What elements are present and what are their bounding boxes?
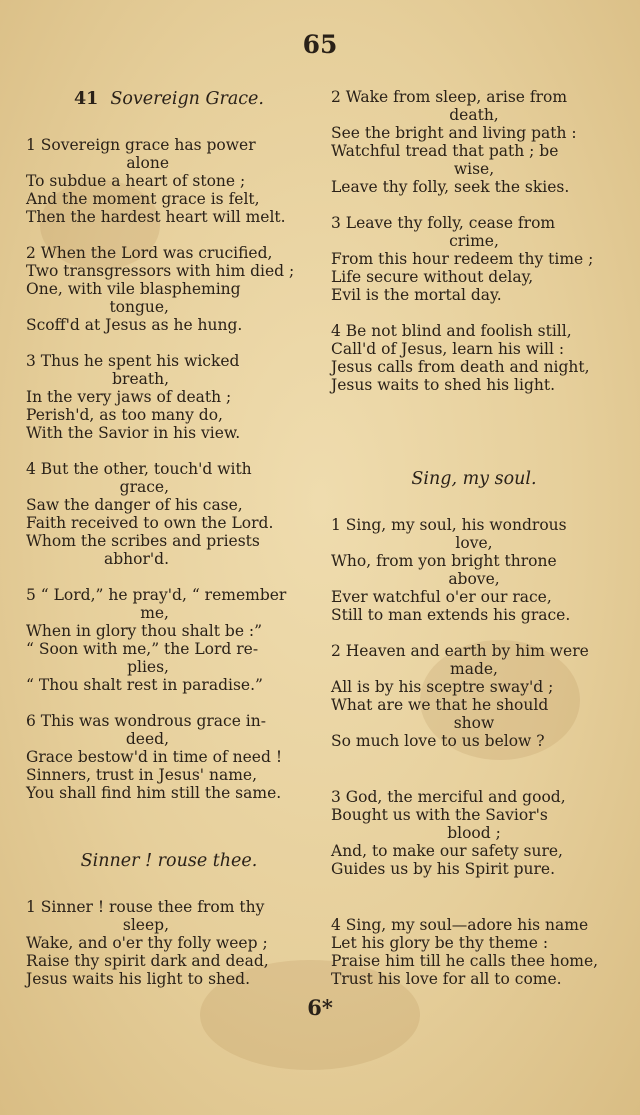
verse-line: Whom the scribes and priests [26, 532, 260, 550]
verse-line: With the Savior in his view. [26, 424, 241, 442]
verse-line: alone [126, 154, 169, 172]
hymn-title [26, 850, 312, 872]
verse-line: Ever watchful o'er our race, [331, 588, 552, 606]
verse-line: Jesus waits to shed his light. [331, 376, 556, 394]
verse-line: 2 When the Lord was crucified, [26, 244, 273, 262]
stanza [26, 712, 312, 802]
verse-line: Raise thy spirit dark and dead, [26, 952, 269, 970]
verse-line: Jesus waits his light to shed. [26, 970, 251, 988]
verse-line: Saw the danger of his case, [26, 496, 243, 514]
verse-line: When in glory thou shalt be :” [26, 622, 263, 640]
verse-line: Trust his love for all to come. [331, 970, 562, 988]
verse-line: me, [140, 604, 169, 622]
verse-line: 4 Be not blind and foolish still, [331, 322, 572, 340]
verse-line: You shall find him still the same. [26, 784, 282, 802]
verse-line: Still to man extends his grace. [331, 606, 571, 624]
hymn-title [331, 468, 617, 490]
stanza [331, 214, 617, 304]
verse-line: Jesus calls from death and night, [331, 358, 590, 376]
verse-line: 2 Wake from sleep, arise from [331, 88, 568, 106]
verse-line: One, with vile blaspheming [26, 280, 241, 298]
verse-line: Praise him till he calls thee home, [331, 952, 599, 970]
stanza [26, 136, 312, 226]
verse-line: 3 Thus he spent his wicked [26, 352, 240, 370]
verse-line: 1 Sinner ! rouse thee from thy [26, 898, 265, 916]
verse-line: Leave thy folly, seek the skies. [331, 178, 570, 196]
verse-line: Call'd of Jesus, learn his will : [331, 340, 565, 358]
verse-line: grace, [119, 478, 169, 496]
verse-line: 4 But the other, touch'd with [26, 460, 252, 478]
verse-line: 3 God, the merciful and good, [331, 788, 566, 806]
verse-line: death, [449, 106, 499, 124]
verse-line: Evil is the mortal day. [331, 286, 502, 304]
signature-mark: 6* [307, 995, 333, 1020]
verse-line: Then the hardest heart will melt. [26, 208, 286, 226]
verse-line: 6 This was wondrous grace in- [26, 712, 266, 730]
hymn-title-text: Sinner ! rouse thee. [80, 851, 258, 871]
verse-line: wise, [453, 160, 495, 178]
stanza [26, 244, 312, 334]
verse-line: deed, [125, 730, 169, 748]
verse-line: Watchful tread that path ; be [331, 142, 559, 160]
verse-line: Bought us with the Savior's [331, 806, 548, 824]
verse-line: Scoff'd at Jesus as he hung. [26, 316, 243, 334]
verse-line: made, [450, 660, 498, 678]
verse-line: “ Soon with me,” the Lord re- [26, 640, 259, 658]
stanza [331, 788, 617, 878]
hymn-title [26, 88, 312, 110]
verse-line: Sinners, trust in Jesus' name, [26, 766, 258, 784]
verse-line: And, to make our safety sure, [331, 842, 563, 860]
stanza [26, 460, 312, 568]
verse-line: 2 Heaven and earth by him were [331, 642, 589, 660]
verse-line: love, [455, 534, 493, 552]
verse-line: Who, from yon bright throne [331, 552, 557, 570]
verse-line: “ Thou shalt rest in paradise.” [26, 676, 263, 694]
verse-line: Wake, and o'er thy folly weep ; [26, 934, 268, 952]
verse-line: Grace bestow'd in time of need ! [26, 748, 283, 766]
verse-line: In the very jaws of death ; [26, 388, 232, 406]
left-column [26, 88, 312, 1006]
hymn-number: 41 [74, 89, 99, 109]
verse-line: Perish'd, as too many do, [26, 406, 223, 424]
verse-line: To subdue a heart of stone ; [26, 172, 246, 190]
verse-line: 3 Leave thy folly, cease from [331, 214, 556, 232]
verse-line: plies, [127, 658, 169, 676]
verse-line: 4 Sing, my soul—adore his name [331, 916, 589, 934]
verse-line: crime, [449, 232, 499, 250]
stanza [26, 352, 312, 442]
stanza [331, 322, 617, 394]
page-number: 65 [302, 30, 338, 59]
verse-line: Guides us by his Spirit pure. [331, 860, 556, 878]
verse-line: What are we that he should [331, 696, 549, 714]
right-column [331, 88, 617, 1006]
stanza [331, 916, 617, 988]
verse-line: Life secure without delay, [331, 268, 534, 286]
verse-line: Let his glory be thy theme : [331, 934, 549, 952]
stanza [331, 88, 617, 196]
verse-line: above, [448, 570, 500, 588]
verse-line: See the bright and living path : [331, 124, 577, 142]
hymn-title-text: Sovereign Grace. [110, 89, 264, 109]
verse-line: show [453, 714, 495, 732]
verse-line: Two transgressors with him died ; [26, 262, 295, 280]
verse-line: 5 “ Lord,” he pray'd, “ remember [26, 586, 287, 604]
stanza [331, 642, 617, 750]
stanza [26, 586, 312, 694]
verse-line: abhor'd. [104, 550, 169, 568]
verse-line: Faith received to own the Lord. [26, 514, 274, 532]
hymn-title-text: Sing, my soul. [411, 469, 537, 489]
verse-line: All is by his sceptre sway'd ; [331, 678, 554, 696]
verse-line: From this hour redeem thy time ; [331, 250, 594, 268]
verse-line: 1 Sovereign grace has power [26, 136, 256, 154]
verse-line: 1 Sing, my soul, his wondrous [331, 516, 567, 534]
verse-line: blood ; [447, 824, 501, 842]
verse-line: sleep, [122, 916, 169, 934]
verse-line: breath, [112, 370, 169, 388]
verse-line: And the moment grace is felt, [26, 190, 260, 208]
verse-line: tongue, [109, 298, 169, 316]
stanza [26, 898, 312, 988]
stanza [331, 516, 617, 624]
verse-line: So much love to us below ? [331, 732, 545, 750]
